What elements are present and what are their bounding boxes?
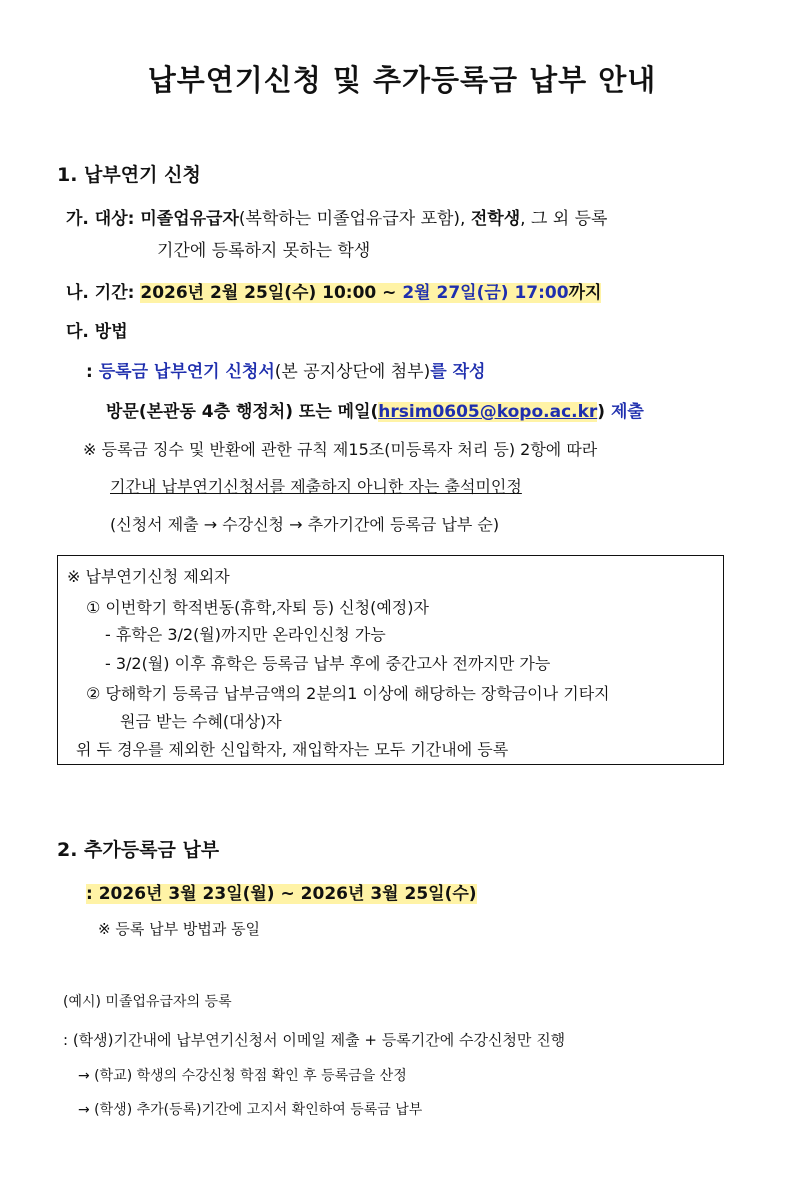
method-label: 다. 방법 <box>66 322 128 342</box>
additional-payment-note: ※ 등록 납부 방법과 동일 <box>98 920 261 938</box>
method-line-2: 방문(본관동 4층 행정처) 또는 메일(hrsim0605@kopo.ac.kr) 제출 <box>106 402 644 422</box>
target-line-2: 기간에 등록하지 못하는 학생 <box>157 241 371 261</box>
method-form-name: 등록금 납부연기 신청서 <box>98 362 275 382</box>
period-start: 2026년 2월 25일(수) 10:00 ~ <box>140 283 403 303</box>
target-others: , 그 외 등록 <box>520 209 608 229</box>
example-step-3: → (학생) 추가(등록)기간에 고지서 확인하여 등록금 납부 <box>78 1102 423 1118</box>
section1-heading: 1. 납부연기 신청 <box>57 164 201 186</box>
method-line-1: : 등록금 납부연기 신청서(본 공지상단에 첨부)를 작성 <box>86 362 486 382</box>
rule-note: ※ 등록금 징수 및 반환에 관한 규칙 제15조(미등록자 처리 등) 2항에 따라 <box>83 440 598 459</box>
exclusion-item-1b: - 3/2(월) 이후 휴학은 등록금 납부 후에 중간고사 전까지만 가능 <box>105 654 551 673</box>
additional-payment-period: : 2026년 3월 23일(월) ~ 2026년 3월 25일(수) <box>86 884 477 904</box>
target-detail: (복학하는 미졸업유급자 포함), <box>238 209 471 229</box>
exclusion-footer: 위 두 경우를 제외한 신입학자, 재입학자는 모두 기간내에 등록 <box>76 740 509 759</box>
target-line-1 <box>66 204 607 229</box>
period-label: 나. 기간: <box>66 283 141 303</box>
period-until: 까지 <box>568 283 602 303</box>
example-step-2: → (학교) 학생의 수강신청 학점 확인 후 등록금을 산정 <box>78 1068 407 1084</box>
target-label: 가. 대상: <box>66 209 141 229</box>
page-title: 납부연기신청 및 추가등록금 납부 안내 <box>147 63 657 97</box>
exclusion-item-1a: - 휴학은 3/2(월)까지만 온라인신청 가능 <box>105 625 386 644</box>
target-unpaid-students: 미졸업유급자 <box>140 209 239 229</box>
order-note: (신청서 제출 → 수강신청 → 추가기간에 등록금 납부 순) <box>110 515 500 534</box>
period-end: 2월 27일(금) 17:00 <box>402 283 569 303</box>
period-line <box>66 278 601 303</box>
example-step-1: : (학생)기간내에 납부연기신청서 이메일 제출 + 등록기간에 수강신청만 진행 <box>63 1031 566 1049</box>
method-submit: 제출 <box>611 402 644 422</box>
exclusion-item-2-cont: 원금 받는 수혜(대상)자 <box>120 712 282 731</box>
exclusion-item-2: ② 당해학기 등록금 납부금액의 2분의1 이상에 해당하는 장학금이나 기타지 <box>86 684 610 703</box>
example-title: (예시) 미졸업유급자의 등록 <box>63 994 232 1010</box>
section2-heading: 2. 추가등록금 납부 <box>57 839 220 861</box>
exclusion-title: ※ 납부연기신청 제외자 <box>67 567 230 586</box>
method-write: 를 작성 <box>430 362 486 382</box>
exclusion-item-1: ① 이번학기 학적변동(휴학,자퇴 등) 신청(예정)자 <box>86 598 429 617</box>
email-link[interactable]: hrsim0605@kopo.ac.kr <box>378 402 598 422</box>
method-form-note: (본 공지상단에 첨부) <box>274 362 431 382</box>
attendance-note: 기간내 납부연기신청서를 제출하지 아니한 자는 출석미인정 <box>110 477 522 496</box>
target-transfer-students: 전학생 <box>470 209 521 229</box>
